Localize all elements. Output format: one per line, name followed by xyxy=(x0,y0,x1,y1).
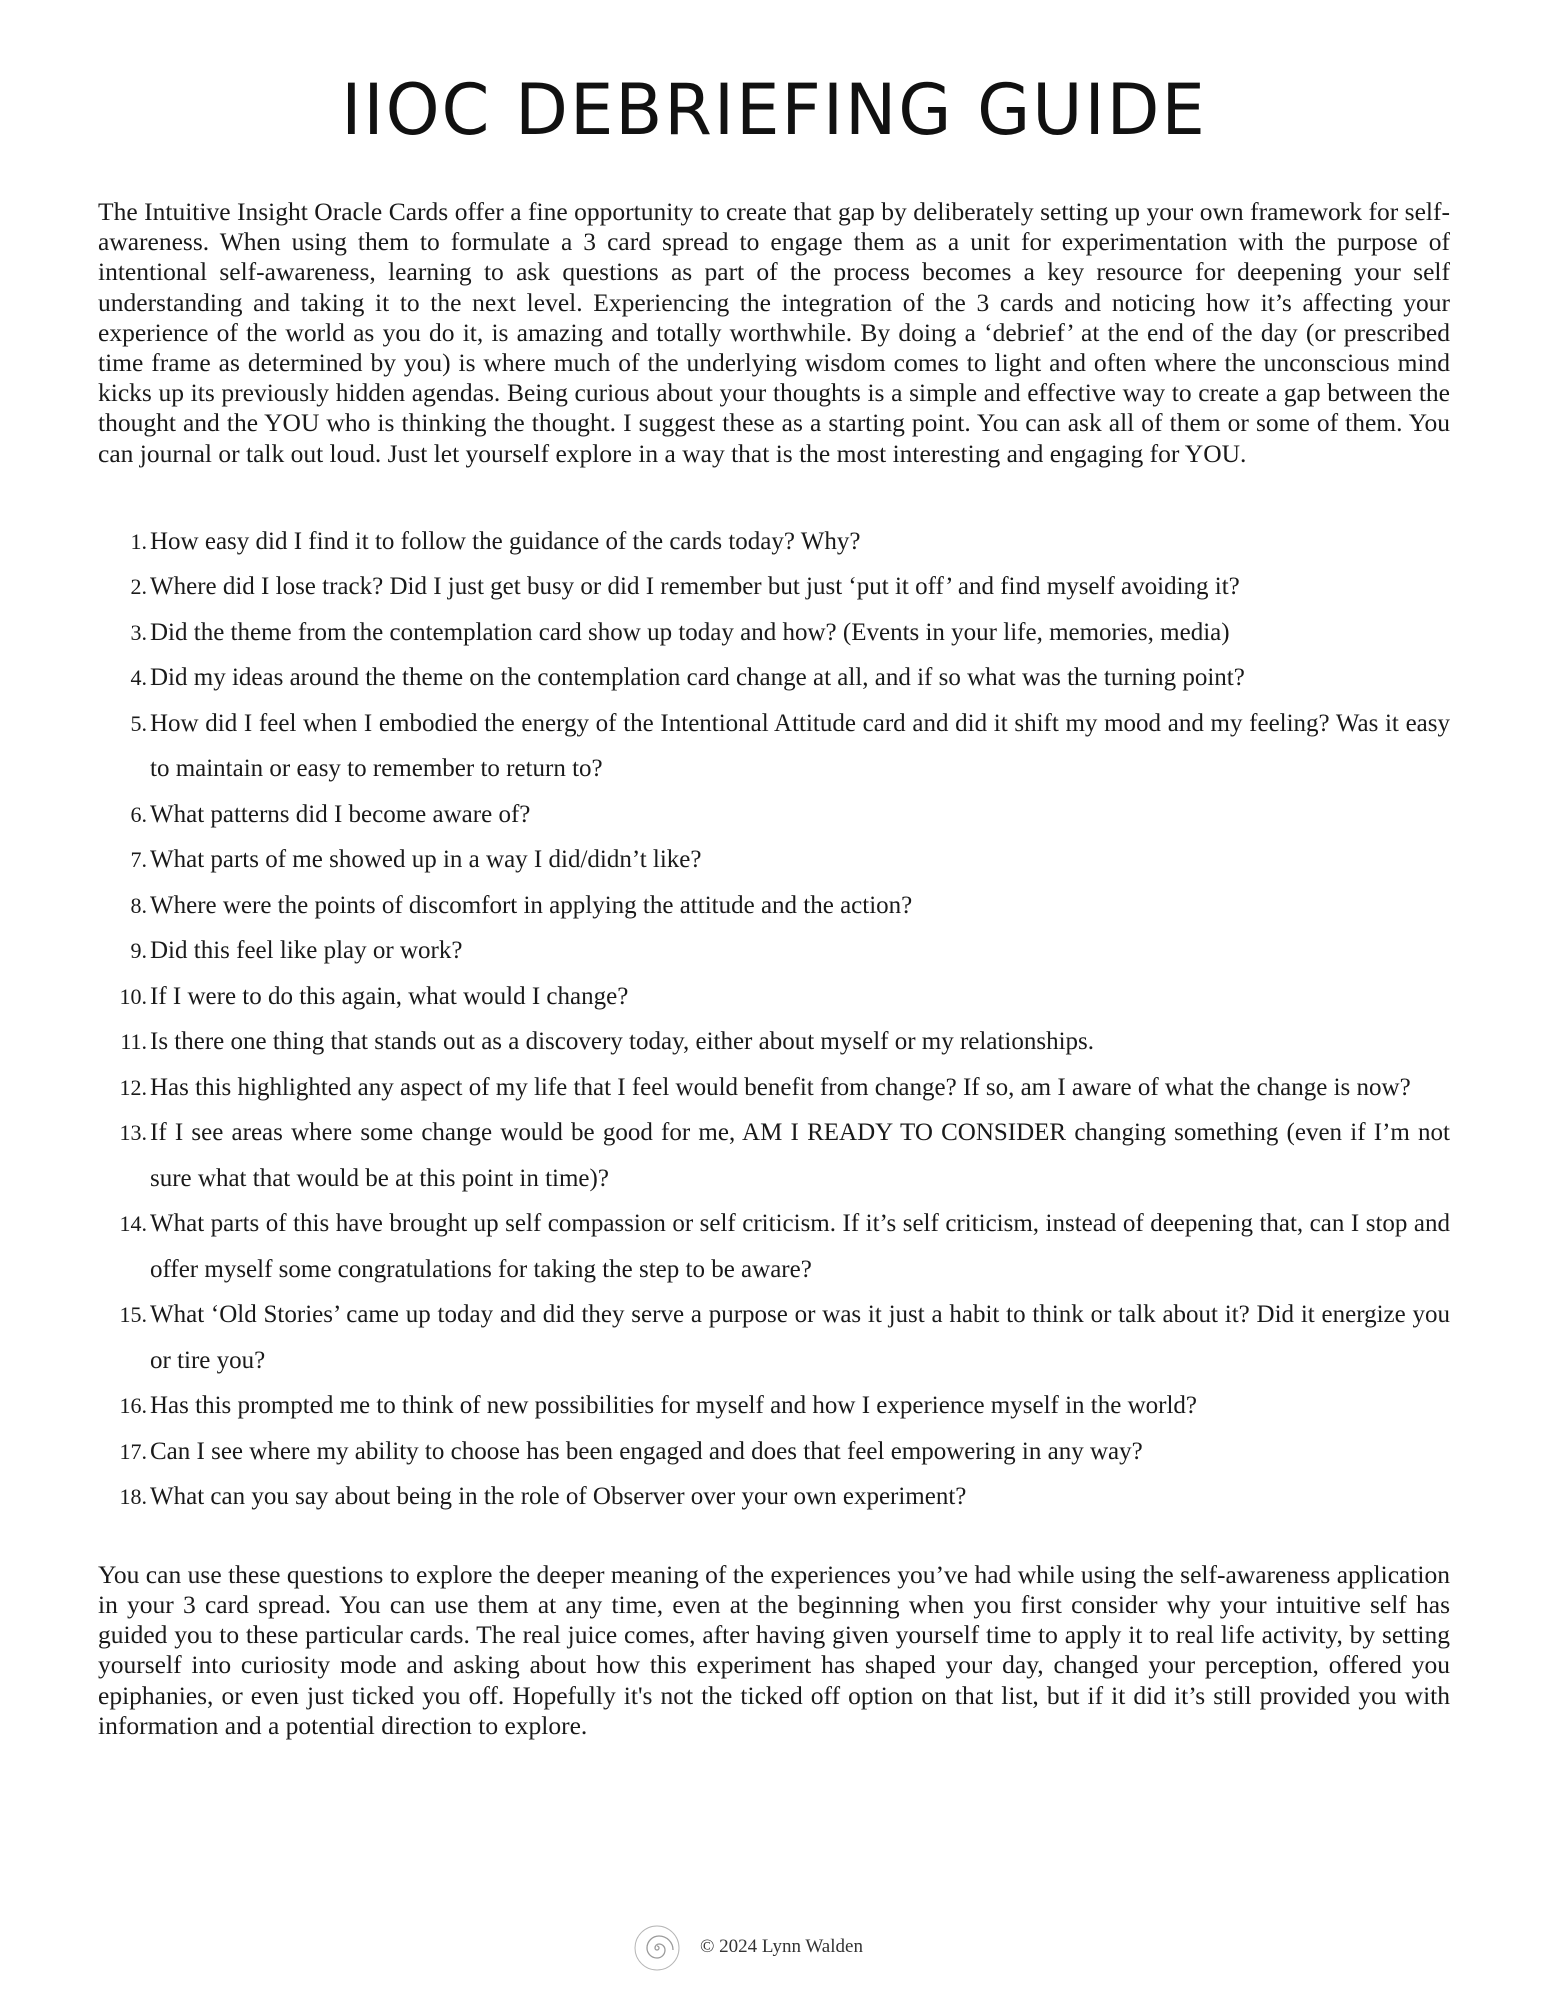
question-item xyxy=(98,701,1450,792)
question-item xyxy=(98,1065,1450,1111)
question-number: 14. xyxy=(119,1211,147,1237)
question-item xyxy=(98,792,1450,838)
question-number: 18. xyxy=(119,1484,147,1510)
question-number: 11. xyxy=(120,1029,147,1055)
question-number: 10. xyxy=(119,983,147,1009)
question-number: 13. xyxy=(119,1120,147,1146)
question-item xyxy=(98,1019,1450,1065)
question-item xyxy=(98,1292,1450,1383)
question-number: 7. xyxy=(130,847,147,873)
outro-paragraph: You can use these questions to explore the deeper meaning of the experiences you’ve had while using the self-awareness application in your 3 card spread. You can use them at any time, even at the beginning when you first consider why your intuitive self has guided you to these particular cards. The real juice comes, after having given yourself time to apply it to real life activity, by setting yourself into curiosity mode and asking about how this experiment has shaped your day, changed your perception, offered you epiphanies, or even just ticked you off. Hopefully it's not the ticked off option on that list, but if it did it’s still provided you with information and a potential direction to explore. xyxy=(98,1559,1450,1740)
question-text: Is there one thing that stands out as a discovery today, either about myself or my relationships. xyxy=(150,1028,1094,1056)
question-number: 17. xyxy=(119,1438,147,1464)
question-number: 12. xyxy=(119,1074,147,1100)
question-number: 6. xyxy=(130,801,147,827)
question-text: Where did I lose track? Did I just get busy or did I remember but just ‘put it off’ and find myself avoiding it? xyxy=(150,573,1240,601)
question-text: What can you say about being in the role of Observer over your own experiment? xyxy=(150,1483,967,1511)
question-item xyxy=(98,1474,1450,1520)
question-item xyxy=(98,1201,1450,1292)
question-text: Did my ideas around the theme on the contemplation card change at all, and if so what was the turning point? xyxy=(150,664,1245,692)
question-text: What parts of this have brought up self compassion or self criticism. If it’s self criticism, instead of deepening that, can I stop and offer myself some congratulations for taking the step to be aware? xyxy=(150,1210,1450,1283)
question-number: 1. xyxy=(130,528,147,554)
question-number: 16. xyxy=(119,1393,147,1419)
footer xyxy=(0,1924,1545,1974)
question-number: 2. xyxy=(130,574,147,600)
question-text: Has this prompted me to think of new possibilities for myself and how I experience myself in the world? xyxy=(150,1392,1197,1420)
question-item xyxy=(98,974,1450,1020)
question-text: What patterns did I become aware of? xyxy=(150,800,531,828)
page-title: IIOC DEBRIEFING GUIDE xyxy=(341,69,1207,151)
question-number: 8. xyxy=(130,892,147,918)
question-text: What parts of me showed up in a way I did/didn’t like? xyxy=(150,846,702,874)
question-number: 5. xyxy=(130,710,147,736)
question-item xyxy=(98,883,1450,929)
questions-list xyxy=(98,519,1450,1520)
question-item xyxy=(98,1110,1450,1201)
question-number: 9. xyxy=(130,938,147,964)
spiral-logo-icon xyxy=(633,1924,681,1972)
question-item xyxy=(98,610,1450,656)
question-text: Where were the points of discomfort in applying the attitude and the action? xyxy=(150,891,913,919)
question-number: 15. xyxy=(119,1302,147,1328)
question-text: If I were to do this again, what would I change? xyxy=(150,982,629,1010)
copyright-text: © 2024 Lynn Walden xyxy=(700,1936,863,1957)
question-text: If I see areas where some change would be good for me, AM I READY TO CONSIDER changing something (even if I’m not sure what that would be at this point in time)? xyxy=(150,1119,1450,1192)
question-item xyxy=(98,1383,1450,1429)
intro-paragraph: The Intuitive Insight Oracle Cards offer a fine opportunity to create that gap by deliberately setting up your own framework for self-awareness. When using them to formulate a 3 card spread to engage them as a unit for experimentation with the purpose of intentional self-awareness, learning to ask questions as part of the process becomes a key resource for deepening your self understanding and taking it to the next level. Experiencing the integration of the 3 cards and noticing how it’s affecting your experience of the world as you do it, is amazing and totally worthwhile. By doing a ‘debrief’ at the end of the day (or prescribed time frame as determined by you) is where much of the underlying wisdom comes to light and often where the unconscious mind kicks up its previously hidden agendas. Being curious about your thoughts is a simple and effective way to create a gap between the thought and the YOU who is thinking the thought. I suggest these as a starting point. You can ask all of them or some of them. You can journal or talk out loud. Just let yourself explore in a way that is the most interesting and engaging for YOU. xyxy=(98,197,1450,468)
question-number: 3. xyxy=(130,619,147,645)
question-item xyxy=(98,655,1450,701)
question-item xyxy=(98,837,1450,883)
document-page xyxy=(98,0,1450,1741)
question-item xyxy=(98,564,1450,610)
question-item xyxy=(98,1429,1450,1475)
question-item xyxy=(98,519,1450,565)
question-text: Did this feel like play or work? xyxy=(150,937,463,965)
question-text: What ‘Old Stories’ came up today and did they serve a purpose or was it just a habit to think or talk about it? Did it energize you or tire you? xyxy=(150,1301,1450,1374)
question-text: Did the theme from the contemplation card show up today and how? (Events in your life, memories, media) xyxy=(150,618,1230,646)
question-text: Can I see where my ability to choose has been engaged and does that feel empowering in any way? xyxy=(150,1437,1143,1465)
question-number: 4. xyxy=(130,665,147,691)
question-item xyxy=(98,928,1450,974)
question-text: Has this highlighted any aspect of my life that I feel would benefit from change? If so, am I aware of what the change is now? xyxy=(150,1073,1411,1101)
question-text: How easy did I find it to follow the guidance of the cards today? Why? xyxy=(150,527,861,555)
question-text: How did I feel when I embodied the energy of the Intentional Attitude card and did it shift my mood and my feeling? Was it easy to maintain or easy to remember to return to? xyxy=(150,709,1450,783)
